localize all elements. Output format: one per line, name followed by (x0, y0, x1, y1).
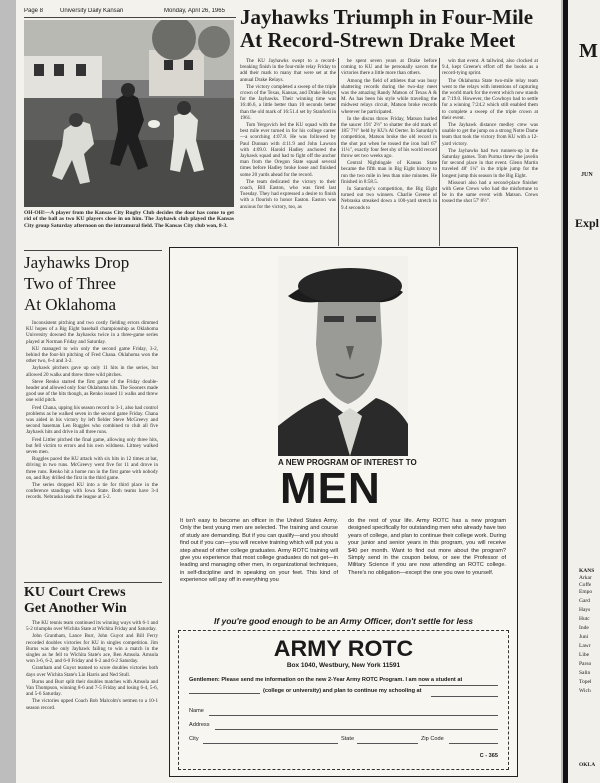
page-gutter (563, 0, 568, 783)
court-para: Burns and Burr split their doubles matches with Amsola and Van Thompson, winning 8-6 and 7-5 Friday and losing 6-4, 5-6, and 5-6 Saturday. (26, 678, 158, 698)
drake-col3-para: win that event. A tailwind, also clocked at 9.4, kept Greene's effort off the books as a record-tying sprint. (442, 58, 538, 77)
column-rule (439, 58, 440, 246)
oklahoma-para: Inconsistent pitching and two costly fielding errors dimmed KU hopes of a Big Eight baseball championship as Oklahoma University downed the Jayhawks twice in a three-game series played at Norman Friday and Saturday. (26, 320, 158, 345)
issue-date: Monday, April 26, 1965 (164, 8, 225, 14)
drake-col2-para: Among the field of athletes that was busy shattering records during the two-day meet was the amazing Randy Matson of Texas A & M. As has been his style while traveling the midwest relays circuit, Matson broke records wherever he participated. (341, 77, 437, 115)
oklahoma-para: KU managed to win only the second game Friday, 3-2, behind the four-hit pitching of Fred Chana. Oklahoma won the other two, 6-4 and 3-2. (26, 345, 158, 365)
city-field-label: City (189, 736, 199, 742)
oklahoma-para: Jayhawk pitchers gave up only 11 hits in the series, but allowed 20 walks and threw three wild pitches. (26, 365, 158, 378)
court-headline-line-2: Get Another Win (24, 601, 127, 616)
oklahoma-para: Fred Littler pitched the final game, allowing only three hits, but fell victim to errors and his own wildness. Littney walked seven men. (26, 436, 158, 456)
ad-coupon[interactable] (178, 630, 509, 770)
oklahoma-headline-line-1: Jayhawks Drop (24, 253, 130, 272)
ad-men-headline: MEN (280, 464, 381, 513)
drake-col3-para: The Oklahoma State two-mile relay team went to the relays with intentions of capturing the world mark for the event which now stands at 7:19.0. However, the Cowboys had to settle for a winning 7:24.2 which still enabled them to complete a sweep of the triple crown at their event. (442, 77, 538, 121)
drake-column-3 (442, 58, 538, 248)
court-para: The KU tennis team continued its winning ways with 6-1 and 5-2 triumphs over Wichita State at Wichita Friday and Saturday. (26, 620, 158, 633)
address-field-label: Address (189, 722, 210, 728)
ad-kicker: A NEW PROGRAM OF INTEREST TO (278, 458, 417, 467)
edge-word: Libe (579, 652, 590, 658)
state-field-label: State (341, 736, 355, 742)
continue-school-input-line[interactable] (431, 696, 498, 697)
name-field-label: Name (189, 708, 204, 714)
drake-headline-line-2: At Record-Strewn Drake Meet (240, 29, 516, 52)
drake-col2-para: Central Nightingale of Kansas State became the fifth man in Big Eight history to run the two mile in less than nine minutes. He finished in 8:58.5. (341, 160, 437, 185)
page-number: Page 8 (24, 8, 44, 14)
edge-word: Arkar (579, 575, 592, 581)
oklahoma-para: Steve Renko started the first game of the Friday double-header and allowed only four Oklahoma hits. The Sooners made good use of the hits though, as Renko issued 11 walks and threw one wild pitch. (26, 378, 158, 404)
drake-col2-para: he spent seven years at Drake before coming to KU and he personally savors the victories there a little more than others. (341, 58, 437, 77)
edge-word: Expl (575, 216, 600, 230)
court-headline-line-1: KU Court Crews (24, 585, 126, 600)
edge-word: Salin (579, 670, 591, 676)
city-field[interactable] (203, 743, 338, 744)
officer-photo-image (278, 256, 408, 456)
address-field[interactable] (215, 729, 498, 730)
newspaper-page (16, 0, 561, 783)
ad-address: Box 1040, Westbury, New York 11591 (286, 662, 401, 669)
school-input-line-2[interactable] (189, 693, 260, 694)
paper-name: University Daily Kansan (60, 8, 124, 14)
edge-word: Parso (579, 661, 592, 667)
edge-word: Topel (579, 679, 592, 685)
rugby-photo (24, 20, 234, 207)
drake-col2-para: In the discus throw Friday, Matson hurled the saucer 191' 2½" to shatter the old mark of 185' 7½" held by KU's Al Oerter. In Saturday's competition, Matson broke the old record in the shot put when he tossed the iron ball 67' 11¼", exactly four feet shy of his world record throw set two weeks ago. (341, 115, 437, 160)
zip-field-label: Zip Code (421, 736, 444, 742)
section-rule (24, 582, 162, 583)
drake-col3-para: The Jayhawks had two runners-up in the Saturday games. Tom Purma threw the javelin for second place in that event. Glenn Martin traveled 48' 1¼" in the triple jump for the longest jump this season in the Big Eight. (442, 147, 538, 179)
edge-word: Hutc (579, 616, 590, 622)
court-body (26, 620, 158, 770)
zip-field[interactable] (449, 743, 498, 744)
coupon-plan-line: (college or university) and plan to continue my schooling at (263, 688, 422, 694)
state-field[interactable] (357, 743, 418, 744)
section-rule (24, 250, 162, 251)
edge-word: JUN (581, 172, 593, 178)
masthead-rule (24, 17, 236, 18)
adjacent-page-edge (563, 0, 600, 783)
drake-col1-para: The team dedicated the victory to their coach, Bill Easton, who was fired last Tuesday. They had expressed a desire to finish with a flourish to honor Easton. Easton was anxious for the victory, too, as (240, 178, 336, 210)
ad-tagline: If you're good enough to be an Army Officer, don't settle for less (213, 616, 474, 626)
rugby-photo-image (24, 20, 234, 207)
edge-word: Juni (579, 634, 589, 640)
oklahoma-headline-line-3: At Oklahoma (24, 295, 117, 314)
ad-left-copy: It isn't easy to become an officer in the United States Army. Only the best young men are selected. The training and course of study are demanding. But if you can qualify—and you should find out if you can—you will receive training which will put you a step ahead of other college graduates. Army ROTC training will give you experience that most college graduates do not get—in leading and managing other men, in organizational techniques, in self-discipline and in speaking on your feet. This kind of experience will pay off in everything you (180, 518, 338, 584)
oklahoma-body (26, 320, 158, 582)
edge-word: Inde (579, 625, 589, 631)
oklahoma-para: The series dropped KU into a tie for third place in the conference standings with Iowa State. Both teams have 3-4 records. Nebraska leads the league at 5-2. (26, 482, 158, 501)
edge-word: Coffe (579, 582, 592, 588)
oklahoma-para: Ruggles paced the KU attack with six hits in 12 times at bat, driving in two runs. McGreevy went five for 11 and drove in three runs. Renko hit a home run in the first game with nobody on, and Ray drilled the first in the third game. (26, 456, 158, 481)
edge-word: Hays (579, 607, 591, 613)
ad-right-copy: do the rest of your life. Army ROTC has a new program designed specifically for outstanding men who already have two years of college, and plan to continue their college work. During your junior and senior years in this program, you will receive $40 per month. Want to find out more about the program? Simply send in the coupon below, or see the Professor of Military Science if you are now attending an ROTC college. There's no obligation—except the one you owe to yourself. (348, 518, 506, 576)
court-para: Grantham and Guyot teamed to score doubles victories both days over Wichita State's Lin Harris and Ned Stull. (26, 665, 158, 678)
name-field[interactable] (209, 715, 498, 716)
edge-word: Empo (579, 589, 593, 595)
drake-column-1 (240, 58, 336, 248)
column-rule (338, 58, 339, 246)
school-input-line[interactable] (419, 685, 498, 686)
drake-col3-para: Missouri also had a second-place finisher with Gene Crews who had the misfortune to be in the same event with Matson. Crews tossed the shot 57' 8½". (442, 179, 538, 205)
drake-col1-para: Tom Yergovich led the KU squad with the best mile ever turned in for his college career—a scorching 4:07.8. He was followed by Paul Dunnan with 4:11.9 and John Lawson with 4:09.0. Harold Hadley anchored the Jayhawk squad and had to fight off the anchor man from the Oregon State squad several times before Hadley broke loose and finished some 20 yards ahead for the record. (240, 122, 336, 178)
edge-word: KANS (579, 568, 595, 574)
drake-col1-para: The KU Jayhawks swept to a record-breaking finish in the four-mile relay Friday to add their mark to many that were set at the annual Drake Relays. (240, 58, 336, 83)
army-rotc-ad (169, 247, 518, 777)
oklahoma-para: Fred Chana, upping his season record to 3-1, also had control problems as he walked seven in the second game Friday. Chana was aided in his victory by left fielder Steve McGreevy and second baseman Len Ruggles who combined to club all five Jayhawk hits and drive in all three runs. (26, 404, 158, 436)
ad-brand: ARMY ROTC (273, 637, 414, 661)
court-para: The victories upped Coach Bob Malcolm's netmen to a 10-1 season record. (26, 698, 158, 711)
oklahoma-headline-line-2: Two of Three (24, 274, 116, 293)
photo-caption: OH-OH!—A player from the Kansas City Rugby Club decides the door has come to get rid of the ball as two KU players close in on him. The Jayhawk club played the Kansas City group Saturday afternoon on the intramural field. The Kansas City club won, 8-3. (24, 210, 234, 229)
drake-col1-para: The victory completed a sweep of the triple crown of the Texas, Kansas, and Drake Relays for the Jayhawks. Their winning time was 16:46.6, a little better than 10 seconds better than the old mark of 16:51.4 set by Stanford in 1961. (240, 83, 336, 121)
edge-word: Gard (579, 598, 590, 604)
edge-word: Lawr (579, 643, 591, 649)
edge-word: Wich (579, 688, 591, 694)
coupon-request-line: Gentlemen: Please send me information on the new 2-Year Army ROTC Program. I am now a student at (189, 677, 463, 683)
ad-code: C - 365 (479, 753, 498, 759)
drake-col3-para: The Jayhawk distance medley crew was unable to get the jump on a strong Notre Dame team that took the victory from KU with a 12-yard victory. (442, 122, 538, 147)
officer-portrait (278, 256, 408, 456)
court-para: John Grantham, Lance Burr, John Guyot and Bill Ferry recorded doubles victories for KU in singles competition. Jim Burns was the only Jayhawk failing to win a match in the singles as he fell to Wichita State's ace, Ben Amsola. Amsola won 3-6, 6-2, and 6-0 Friday and 6-2 and 6-2 Saturday. (26, 633, 158, 665)
drake-col2-para: In Saturday's competition, the Big Eight turned out two winners. Charlie Greene of Nebraska streaked down a 100-yard stretch in 9.4 seconds to (341, 186, 437, 211)
drake-column-2 (341, 58, 437, 248)
edge-headline-letter: M (579, 40, 598, 62)
edge-word: OKLA (579, 762, 596, 768)
drake-headline-line-1: Jayhawks Triumph in Four-Mile (240, 6, 534, 29)
